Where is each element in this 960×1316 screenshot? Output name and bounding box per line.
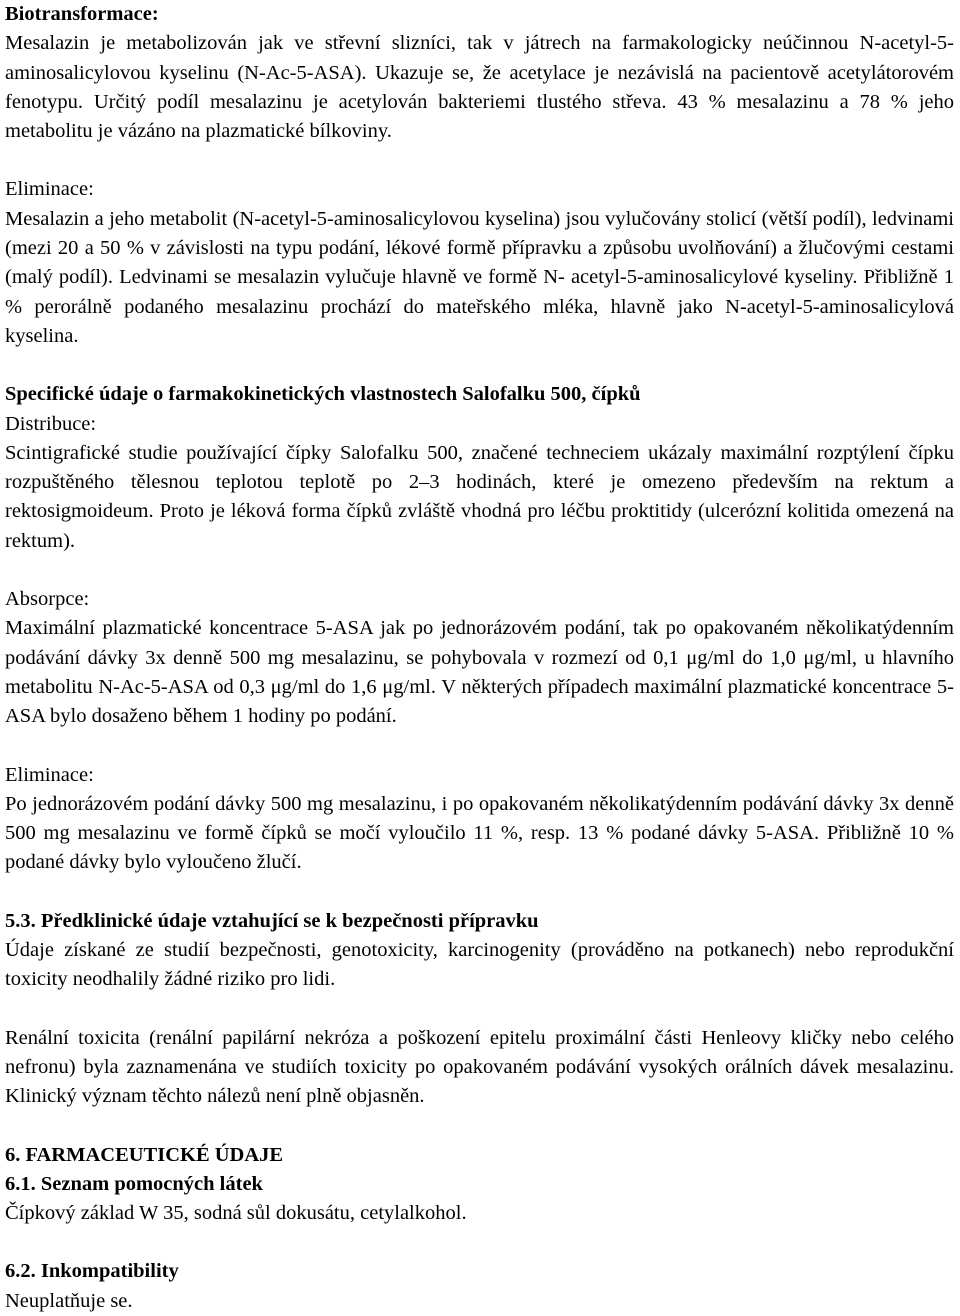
paragraph-distribuce: Scintigrafické studie používající čípky Salofalku 500, značené techneciem ukázaly maximální rozptýlení čípku rozpuštěného tělesnou teplotou teplotě po 2–3 hodinách, které je omezeno především na rektum a rektosigmoideum. Proto je léková forma čípků zvláště vhodná pro léčbu proktitidy (ulcerózní kolitida omezená na rektum).	[5, 441, 954, 552]
heading-pomocne-latky: 6.1. Seznam pomocných látek	[5, 1172, 263, 1195]
heading-farmaceuticke-udaje: 6. FARMACEUTICKÉ ÚDAJE	[5, 1143, 284, 1166]
heading-inkompatibility: 6.2. Inkompatibility	[5, 1260, 179, 1283]
paragraph-preklinicke-1: Údaje získané ze studií bezpečnosti, genotoxicity, karcinogenity (prováděno na potkanech) nebo reprodukční toxicity neodhalily žádné riziko pro lidi.	[5, 939, 954, 991]
paragraph-eliminace-2: Po jednorázovém podání dávky 500 mg mesalazinu, i po opakovaném několikatýdenním podávání dávky 3x denně 500 mg mesalazinu ve formě čípků se močí vyloučilo 11 %, resp. 13 % podané dávky 5-ASA. Přibližně 10 % podané dávky bylo vyloučeno žlučí.	[5, 792, 954, 874]
paragraph-biotransformace: Mesalazin je metabolizován jak ve střevní slizníci, tak v játrech na farmakologicky neúčinnou N-acetyl-5-aminosalicylovou kyselinu (N-Ac-5-ASA). Ukazuje se, že acetylace je nezávislá na pacientově acetylátorovém fenotypu. Určitý podíl mesalazinu je acetylován bakteriemi tlustého střeva. 43 % mesalazinu a 78 % jeho metabolitu je vázáno na plazmatické bílkoviny.	[5, 32, 954, 143]
heading-preklinicke-udaje: 5.3. Předklinické údaje vztahující se k bezpečnosti přípravku	[5, 909, 539, 932]
spacer	[5, 995, 954, 1024]
paragraph-inkompatibility: Neuplatňuje se.	[5, 1289, 133, 1312]
spacer	[5, 146, 954, 175]
spacer	[5, 1112, 954, 1141]
heading-biotransformace: Biotransformace:	[5, 3, 159, 25]
spacer	[5, 1228, 954, 1257]
heading-specificke-udaje: Specifické údaje o farmakokinetických vlastnostech Salofalku 500, čípků	[5, 383, 641, 406]
heading-eliminace-1: Eliminace:	[5, 178, 94, 201]
spacer	[5, 556, 954, 585]
paragraph-eliminace-1: Mesalazin a jeho metabolit (N-acetyl-5-aminosalicylovou kyselina) jsou vylučovány stolicí (větší podíl), ledvinami (mezi 20 a 50 % v závislosti na typu podání, lékové formě přípravku a způsobu uvolňování) a žlučovými cestami (malý podíl). Ledvinami se mesalazin vylučuje hlavně ve formě N- acetyl-5-aminosalicylové kyseliny. Přibližně 1 % perorálně podaného mesalazinu prochází do mateřského mléka, hlavně jako N-acetyl-5-aminosalicylová kyselina.	[5, 207, 954, 347]
heading-eliminace-2: Eliminace:	[5, 763, 94, 786]
spacer	[5, 351, 954, 380]
paragraph-pomocne-latky: Čípkový základ W 35, sodná sůl dokusátu, cetylalkohol.	[5, 1202, 467, 1225]
heading-distribuce: Distribuce:	[5, 412, 97, 435]
spacer	[5, 878, 954, 907]
paragraph-absorpce: Maximální plazmatické koncentrace 5-ASA jak po jednorázovém podání, tak po opakovaném několikatýdenním podávání dávky 3x denně 500 mg mesalazinu, se pohybovala v rozmezí od 0,1 μg/ml do 1,0 μg/ml, u hlavního metabolitu N-Ac-5-ASA od 0,3 μg/ml do 1,6 μg/ml. V některých případech maximální plazmatické koncentrace 5-ASA bylo dosaženo během 1 hodiny po podání.	[5, 617, 954, 728]
heading-absorpce: Absorpce:	[5, 588, 90, 611]
paragraph-preklinicke-2: Renální toxicita (renální papilární nekróza a poškození epitelu proximální části Henleovy kličky nebo celého nefronu) byla zaznamenána ve studiích toxicity po opakovaném podávání vysokých orálních dávek mesalazinu. Klinický význam těchto nálezů není plně objasněn.	[5, 1026, 954, 1108]
spacer	[5, 732, 954, 761]
